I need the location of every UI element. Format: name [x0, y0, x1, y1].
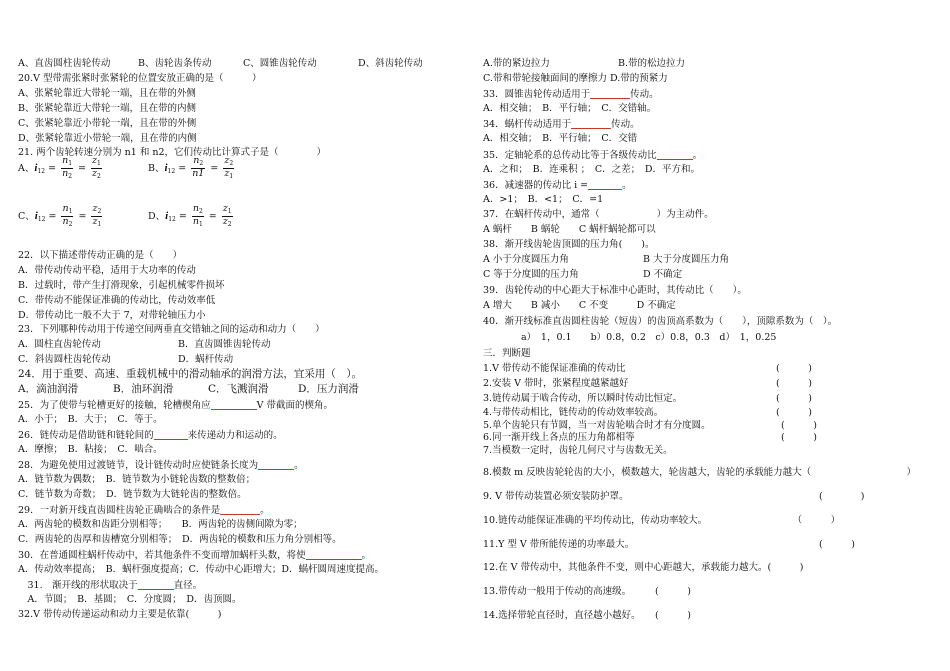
right-line [483, 432, 938, 444]
ratio-subscript: 12 [168, 216, 176, 223]
text-segment: ( ) [776, 393, 812, 404]
equals-sign: = [45, 163, 60, 174]
fraction-numerator: $n_2$ [191, 156, 205, 169]
text-segment: ( ) [655, 586, 691, 597]
left-line: 24．用于重要、高速、重载机械中的滑动轴承的润滑方法，宜采用（ ）。 [18, 368, 363, 380]
equals-sign: = [175, 163, 190, 174]
text-segment: 14.选择带轮直径时，直径越小越好。 [483, 610, 641, 621]
text-segment: 。 [692, 150, 703, 161]
right-line: 三．判断题 [483, 348, 531, 359]
teeth-fraction [223, 156, 234, 181]
option-label: A、 [18, 163, 35, 174]
left-line [18, 549, 463, 562]
text-segment: 直径。 [173, 580, 203, 591]
right-line [483, 363, 938, 375]
option-label: D、 [148, 211, 166, 222]
left-line: C．链节数为奇数； D．链节数为大链轮齿的整数倍。 [18, 489, 247, 500]
teeth-fraction [91, 156, 102, 181]
text-segment: ( ) [776, 378, 812, 389]
left-line [18, 58, 463, 70]
ratio-symbol: i [34, 162, 38, 174]
text-segment: ( ) [781, 420, 817, 431]
text-segment: B、齿轮齿条传动 [138, 58, 212, 69]
right-line [483, 393, 938, 405]
text-segment: C．飞溅润滑 [208, 383, 269, 395]
fraction-denominator: $n_1$ [192, 216, 203, 228]
text-segment: ( ) [819, 539, 855, 550]
right-line: 38．渐开线齿轮齿顶圆的压力角( )。 [483, 239, 655, 250]
left-line [18, 354, 463, 366]
right-line: A 增大 B 减小 C 不变 D 不确定 [483, 300, 676, 311]
text-segment: ） [878, 467, 917, 478]
right-line: A．之和； B．连乘积 ； C．之差； D．平方和。 [483, 164, 700, 175]
left-line [18, 399, 463, 412]
left-line: B、张紧轮靠近大带轮一端，且在带的内侧 [18, 103, 196, 114]
right-line: C.带和带轮接触面间的摩擦力 D.带的预紧力 [483, 73, 668, 84]
right-line: A．相交轴； B．平行轴； C．交错 [483, 133, 638, 144]
text-segment: 26．链传动是借助链和链轮间的 [18, 430, 154, 441]
fraction-denominator: n1 [192, 168, 205, 179]
text-segment: 29．一对新开线直齿圆柱齿轮正确啮合的条件是 [18, 505, 221, 516]
text-segment: 28．为避免使用过渡链节，设计链传动时应使链条长度为 [18, 460, 259, 471]
text-segment: C、圆锥齿轮传动 [243, 58, 317, 69]
fraction-denominator: $z_1$ [92, 216, 102, 228]
text-segment: 4.与带传动相比，链传动的传动效率较高。 [483, 407, 664, 418]
text-segment: 。 [294, 460, 304, 471]
text-segment: 30．在普通圆柱蜗杆传动中，若其他条件不变而增加蜗杆头数，将使 [18, 550, 306, 561]
left-line: D、张紧轮靠近小带轮一端，且在带的内侧 [18, 133, 197, 144]
gear-ratio-formula [148, 156, 236, 181]
fraction-numerator: $z_2$ [92, 203, 102, 215]
right-line [483, 407, 938, 419]
right-line: 10.链传动能保证准确的平均传动比，传动功率较大。 （ ） [483, 515, 841, 526]
left-line: A．带传动传动平稳，适用于大功率的传动 [18, 265, 196, 276]
left-line [18, 504, 463, 517]
right-line [483, 610, 938, 622]
answer-blank [588, 179, 622, 190]
left-line: 32.V 带传动传递运动和动力主要是依靠( ) [18, 609, 222, 620]
speed-fraction [192, 204, 204, 229]
left-line [18, 579, 463, 592]
left-line: 21. 两个齿轮转速分别为 n1 和 n2，它们传动比计算式子是（ ） [18, 147, 327, 158]
teeth-fraction [91, 204, 102, 229]
text-segment: 1.V 带传动不能保证准确的传动比 [483, 363, 626, 374]
text-segment: 13.带传动一般用于传动的高速级。 [483, 586, 632, 597]
right-line: 7.当模数一定时，齿轮几何尺寸与齿数无关。 [483, 445, 673, 456]
equals-sign: = [207, 163, 222, 174]
left-line: A．两齿轮的模数和齿距分别相等； B．两齿轮的齿侧间隙为零； [18, 519, 303, 530]
left-line: 20.V 型带需张紧时张紧轮的位置安放正确的是（ ） [18, 73, 262, 84]
right-line: 40．渐开线标准直齿圆柱齿轮（短齿）的齿顶高系数为（ ），顶隙系数为（ ）。 [483, 316, 838, 327]
right-line [483, 118, 938, 131]
equals-sign: = [175, 211, 190, 222]
fraction-denominator: $z_1$ [224, 168, 234, 180]
left-line: A．节圆； B．基圆； C．分度圆； D．齿顶圆。 [18, 594, 242, 605]
left-line [18, 339, 463, 351]
equals-sign: = [45, 211, 60, 222]
text-segment: A．滴油润滑 [18, 383, 79, 395]
right-line [483, 88, 938, 101]
answer-blank [657, 149, 693, 160]
answer-blank [258, 459, 294, 470]
text-segment: 。 [260, 505, 270, 516]
text-segment: ( ) [655, 610, 691, 621]
right-line: a） 1，0.1 b）0.8，0.2 c）0.8，0.3 d） 1，0.25 [483, 332, 777, 343]
left-line [18, 383, 463, 395]
text-segment: 来传递动力和运动的。 [187, 430, 283, 441]
text-segment: 31. 渐开线的形状取决于 [18, 580, 138, 591]
right-line [483, 420, 938, 432]
text-segment: 传动。 [630, 89, 659, 100]
left-line: A、张紧轮靠近大带轮一端，且在带的外侧 [18, 88, 196, 99]
text-segment: D、斜齿轮传动 [358, 58, 423, 69]
ratio-symbol: i [165, 210, 169, 222]
left-line: A．链节数为偶数； B．链节数为小链轮齿数的整数倍； [18, 474, 256, 485]
right-line [483, 539, 938, 551]
text-segment: B 大于分度圆压力角 [643, 254, 730, 265]
text-segment: 3.链传动属于啮合传动，所以瞬时传动比恒定。 [483, 393, 683, 404]
text-segment: 36．减速器的传动比 i = [483, 180, 589, 191]
text-segment: D 不确定 [643, 269, 683, 280]
text-segment: 。 [622, 180, 632, 191]
left-line [18, 459, 463, 472]
text-segment: C．斜齿圆柱齿轮传动 [18, 354, 111, 365]
gear-ratio-formula [18, 156, 104, 181]
text-segment: 11.Y 型 V 带所能传递的功率最大。 [483, 539, 635, 550]
right-line: A．>1； B．<1； C．=1 [483, 194, 604, 205]
text-segment: 9. V 带传动装置必须安装防护罩。 [483, 491, 629, 502]
fraction-denominator: $n_2$ [62, 216, 73, 228]
text-segment: B.带的松边拉力 [618, 58, 686, 69]
text-segment: 。 [361, 550, 372, 561]
option-label: B、 [148, 163, 165, 174]
left-line: B．过载时，带产生打滑现象，引起机械零件损坏 [18, 280, 225, 291]
answer-blank [590, 88, 630, 99]
equals-sign: = [75, 163, 90, 174]
right-line: 39．齿轮传动的中心距大于标准中心距时，其传动比（ ）。 [483, 285, 747, 296]
speed-fraction [61, 156, 73, 181]
speed-fraction [191, 156, 205, 181]
text-segment: 8.模数 m 反映齿轮轮齿的大小，模数越大，轮齿越大，齿轮的承载能力越大（ [483, 467, 812, 478]
left-line: A．传动效率提高； B．蜗杆强度提高；C．传动中心距增大；D．蜗杆圆周速度提高。 [18, 564, 384, 575]
text-segment: ( ) [776, 363, 812, 374]
answer-blank [154, 429, 188, 440]
equals-sign: = [75, 211, 90, 222]
text-segment: 25．为了使带与轮槽更好的接触，轮槽楔角应 [18, 400, 211, 411]
fraction-denominator: $z_2$ [92, 168, 101, 180]
left-line: C．带传动不能保证准确的传动比，传动效率低 [18, 295, 216, 306]
fraction-numerator: $n_1$ [62, 203, 73, 215]
fraction-numerator: $z_1$ [92, 155, 101, 167]
teeth-fraction [222, 204, 233, 229]
text-segment: D．蜗杆传动 [178, 354, 234, 365]
text-segment: 5.单个齿轮只有节圆，当一对齿轮啮合时才有分度圆。 [483, 420, 711, 431]
ratio-subscript: 12 [37, 168, 46, 175]
left-line [18, 429, 463, 442]
speed-fraction [61, 204, 73, 229]
text-segment: C 等于分度圆的压力角 [483, 269, 579, 280]
answer-blank [306, 549, 362, 560]
text-segment: A、直齿圆柱齿轮传动 [18, 58, 111, 69]
gear-ratio-formula [148, 204, 235, 229]
fraction-denominator: $n_2$ [62, 168, 73, 180]
left-line: C、张紧轮靠近小带轮一端，且在带的外侧 [18, 118, 197, 129]
right-line [483, 467, 938, 479]
right-line: A．相交轴； B．平行轴； C．交错轴。 [483, 103, 657, 114]
left-line: D．带传动比一般不大于 7，对带轮轴压力小 [18, 310, 206, 321]
left-line: 22．以下描述带传动正确的是（ ） [18, 250, 183, 261]
text-segment: V 带截面的楔角。 [256, 400, 333, 411]
right-line [483, 269, 938, 281]
right-line [483, 149, 938, 162]
text-segment: A.带的紧边拉力 [483, 58, 550, 69]
left-line: A．小于； B．大于； C．等于。 [18, 414, 163, 425]
equals-sign: = [205, 211, 220, 222]
text-segment: 2.安装 V 带时，张紧程度越紧越好 [483, 378, 629, 389]
ratio-symbol: i [34, 210, 38, 222]
answer-blank [211, 399, 257, 410]
text-segment: ( ) [819, 491, 865, 502]
right-line: 12.在 V 带传动中，其他条件不变，则中心距越大，承载能力越大。( ) [483, 562, 804, 573]
answer-blank [138, 579, 174, 590]
right-line: A 蜗杆 B 蜗轮 C 蜗杆蜗轮都可以 [483, 224, 656, 235]
answer-blank [571, 118, 611, 129]
text-segment: A 小于分度圆压力角 [483, 254, 569, 265]
fraction-numerator: $n_2$ [192, 203, 203, 215]
text-segment: 34．蜗杆传动适用于 [483, 119, 572, 130]
left-line: C．两齿轮的齿厚和齿槽宽分别相等； D．两齿轮的模数和压力角分别相等。 [18, 534, 342, 545]
right-line [483, 179, 938, 192]
fraction-numerator: $z_2$ [224, 155, 234, 167]
ratio-symbol: i [164, 162, 168, 174]
option-label: C、 [18, 211, 35, 222]
fraction-numerator: $n_1$ [62, 155, 73, 167]
text-segment: B．直齿圆锥齿轮传动 [178, 339, 271, 350]
text-segment: 传动。 [611, 119, 640, 130]
text-segment: B．油环润滑 [113, 383, 174, 395]
text-segment: 6.同一渐开线上各点的压力角都相等 [483, 432, 635, 443]
right-line [483, 58, 938, 70]
right-line: 37．在蜗杆传动中，通常（ ）为主动件。 [483, 209, 714, 220]
right-line [483, 254, 938, 266]
ratio-subscript: 12 [37, 216, 46, 223]
text-segment: 33．圆锥齿轮传动适用于 [483, 89, 591, 100]
text-segment: A．圆柱直齿轮传动 [18, 339, 101, 350]
fraction-numerator: $z_1$ [222, 203, 232, 215]
text-segment: 35．定轴轮系的总传动比等于各级传动比 [483, 150, 657, 161]
right-line [483, 378, 938, 390]
ratio-subscript: 12 [167, 168, 176, 175]
text-segment: ( ) [776, 407, 812, 418]
text-segment: D．压力润滑 [298, 383, 359, 395]
right-line [483, 491, 938, 503]
fraction-denominator: $z_2$ [222, 216, 232, 228]
left-line: 23．下列哪种传动用于传递空间两垂直交错轴之间的运动和动力（ ） [18, 324, 325, 335]
text-segment: ( ) [781, 432, 817, 443]
answer-blank [220, 504, 260, 515]
left-line: A．摩擦； B．粘接； C．啮合。 [18, 444, 163, 455]
gear-ratio-formula [18, 204, 104, 229]
right-line [483, 586, 938, 598]
